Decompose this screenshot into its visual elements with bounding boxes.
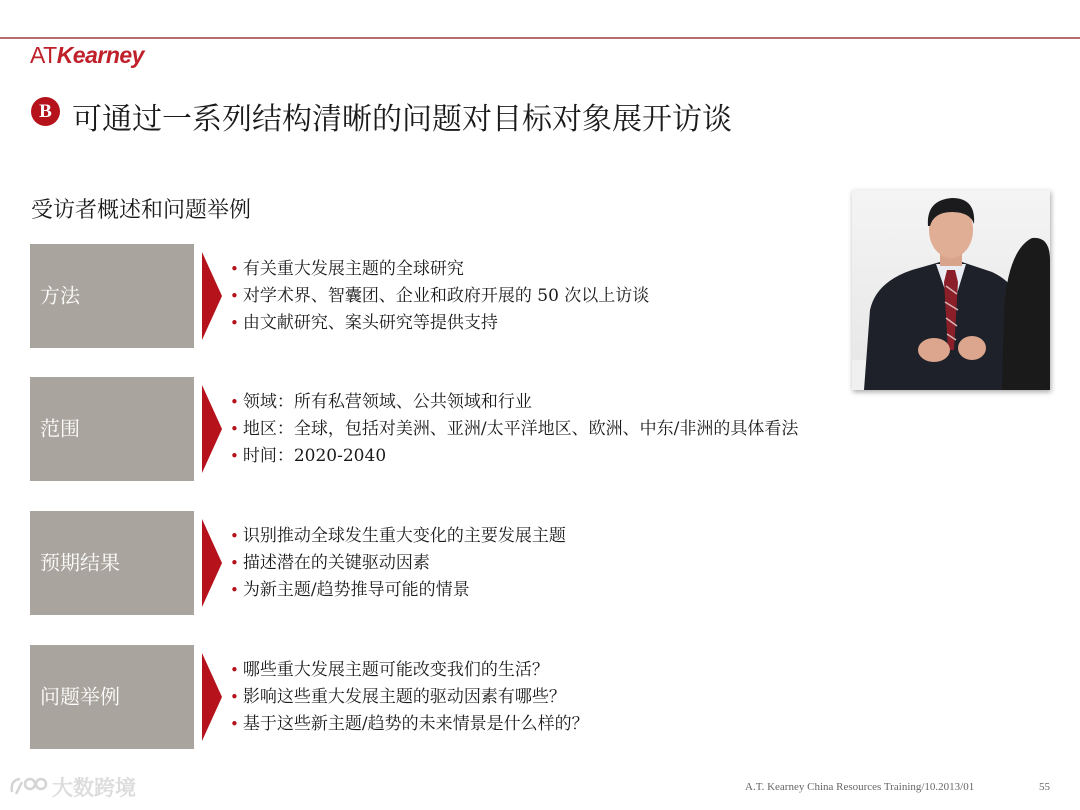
page-number: 55: [1039, 781, 1050, 793]
list-item: • 描述潜在的关键驱动因素: [230, 552, 430, 573]
bullet-list: [230, 244, 649, 348]
list-item: • 对学术界、智囊团、企业和政府开展的 50 次以上访谈: [230, 285, 650, 306]
section-label-box: [30, 511, 194, 615]
chevron-right-icon: [202, 519, 222, 607]
section-label: 预期结果: [40, 550, 120, 575]
list-item: • 为新主题/趋势推导可能的情景: [230, 579, 470, 600]
section-label-box: [30, 377, 194, 481]
list-item: • 有关重大发展主题的全球研究: [230, 258, 464, 279]
watermark: [8, 772, 136, 802]
section-label-box: [30, 645, 194, 749]
section-method: [30, 244, 930, 348]
page-subtitle: 受访者概述和问题举例: [31, 198, 252, 223]
chevron-right-icon: [202, 653, 222, 741]
watermark-text: 大数跨境: [52, 776, 136, 800]
section-expected-results: [30, 511, 930, 615]
chevron-right-icon: [202, 385, 222, 473]
watermark-logo-icon: [8, 774, 48, 800]
section-label: 范围: [40, 416, 80, 441]
list-item: • 基于这些新主题/趋势的未来情景是什么样的？: [230, 713, 589, 734]
footer-text: A.T. Kearney China Resources Training/10.2013/01: [745, 781, 975, 793]
bullet-list: [230, 377, 798, 481]
list-item: • 识别推动全球发生重大变化的主要发展主题: [230, 525, 566, 546]
section-scope: [30, 377, 930, 481]
top-divider: [0, 37, 1080, 39]
section-label: 方法: [40, 283, 80, 308]
list-item: • 影响这些重大发展主题的驱动因素有哪些？: [230, 686, 566, 707]
list-item: • 地区：全球，包括对美洲、亚洲/太平洋地区、欧洲、中东/非洲的具体看法: [230, 418, 799, 439]
list-item: • 时间：2020-2040: [230, 445, 387, 466]
list-item: • 领域：所有私营领域、公共领域和行业: [230, 391, 532, 412]
bullet-list: [230, 645, 589, 749]
section-label: 问题举例: [40, 684, 120, 709]
section-question-examples: [30, 645, 930, 749]
company-logo: ATKearney: [30, 42, 144, 68]
bullet-list: [230, 511, 566, 615]
page-title: 可通过一系列结构清晰的问题对目标对象展开访谈: [72, 102, 732, 137]
list-item: • 哪些重大发展主题可能改变我们的生活？: [230, 659, 549, 680]
section-label-box: [30, 244, 194, 348]
section-badge: B: [31, 97, 60, 126]
chevron-right-icon: [202, 252, 222, 340]
list-item: • 由文献研究、案头研究等提供支持: [230, 312, 498, 333]
